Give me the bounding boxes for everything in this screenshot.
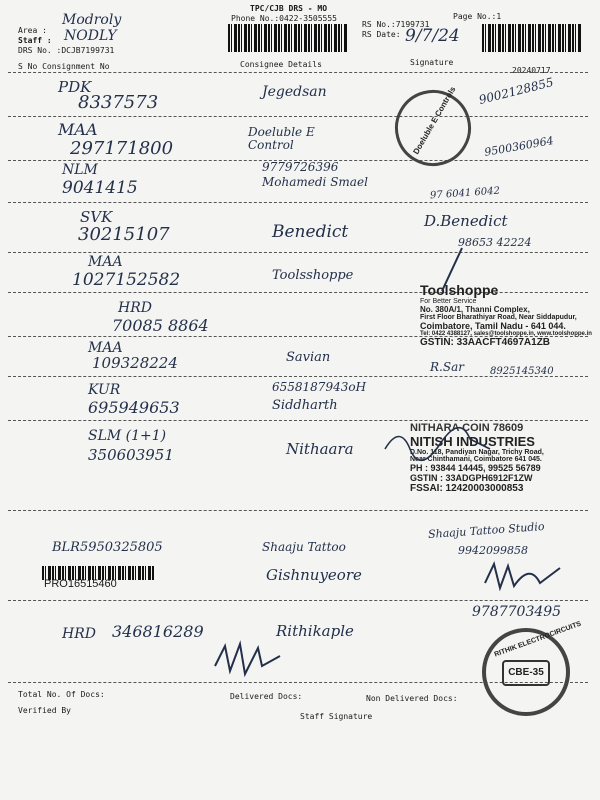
signature-scribble xyxy=(380,424,500,464)
rs-number: RS No.:7199731 xyxy=(362,20,430,29)
row-consignment-number: 70085 8864 xyxy=(112,316,209,335)
row-code: MAA xyxy=(88,254,123,270)
row-consignee-name: Toolsshoppe xyxy=(272,268,354,283)
header-divider xyxy=(8,72,588,73)
row-divider xyxy=(8,510,588,511)
column-signature: Signature xyxy=(410,58,454,67)
signature-scribble xyxy=(432,246,472,296)
row-code: KUR xyxy=(88,382,121,398)
row-signature: 9002128855 xyxy=(477,74,555,108)
delivered-docs-label: Delivered Docs: xyxy=(230,692,303,701)
row-divider xyxy=(8,420,588,421)
phone-number: Phone No.:0422-3505555 xyxy=(231,14,337,23)
row-consignee-name: Shaaju Tattoo xyxy=(262,540,346,554)
row-consignee-name: Benedict xyxy=(272,222,349,242)
verified-by-label: Verified By xyxy=(18,706,71,715)
page-number: Page No.:1 xyxy=(453,12,502,21)
rithik-electrocircuits-stamp: RITHIK ELECTROCIRCUITS CBE-35 xyxy=(482,628,570,716)
column-consignee: Consignee Details xyxy=(240,60,322,69)
column-sno-consignment: S No Consignment No xyxy=(18,62,110,71)
rs-date-value: 9/7/24 xyxy=(405,26,460,46)
row-consignment-number: 297171800 xyxy=(70,138,174,159)
row-code: MAA xyxy=(88,340,123,356)
total-docs-label: Total No. Of Docs: xyxy=(18,690,105,699)
row-code: NLM xyxy=(62,162,98,178)
row-divider xyxy=(8,376,588,377)
row-divider xyxy=(8,600,588,601)
row-signature-phone: 9942099858 xyxy=(458,544,528,557)
row-signature-phone: 98653 42224 xyxy=(458,236,532,249)
row-consignment-number: 1027152582 xyxy=(72,270,181,290)
row-consignee-name: Rithikaple xyxy=(276,622,354,640)
signature-scribble xyxy=(480,558,570,598)
row-consignee-phone: 6558187943oH xyxy=(272,380,367,394)
row-signature: Shaaju Tattoo Studio xyxy=(427,519,545,542)
row-consignment-number: 350603951 xyxy=(88,446,174,464)
row-consignment-number: 109328224 xyxy=(92,354,178,372)
header-barcode-right xyxy=(482,24,582,52)
row-signature: 9500360964 xyxy=(483,134,555,159)
staff-value: NODLY xyxy=(64,28,117,44)
area-value: Modroly xyxy=(62,12,122,28)
row-consignee-name: Siddharth xyxy=(272,398,338,413)
row-consignment-number: 695949653 xyxy=(88,398,180,417)
non-delivered-docs-label: Non Delivered Docs: xyxy=(366,694,458,703)
row-signature-phone: 8925145340 xyxy=(490,366,554,377)
row-code: HRD xyxy=(62,626,96,642)
row-code: SVK xyxy=(80,208,113,226)
parcel-barcode-label: PRO16515460 xyxy=(44,578,117,590)
row-consignment-number: 346816289 xyxy=(112,622,204,641)
area-label: Area : xyxy=(18,26,47,35)
column-date: 20240717 xyxy=(512,66,551,75)
row-consignee-name: Jegedsan xyxy=(262,84,327,100)
row-consignee-phone: 9779726396 xyxy=(262,160,339,174)
row-consignee-name: Gishnuyeore xyxy=(266,566,362,584)
row-consignment-number: 8337573 xyxy=(78,92,159,113)
row-code: PDK xyxy=(58,78,92,96)
staff-label: Staff : xyxy=(18,36,52,45)
row-signature-phone: 9787703495 xyxy=(472,604,562,620)
row-consignee-name: Nithaara xyxy=(286,440,354,458)
signature-scribble xyxy=(210,636,290,686)
row-consignee-name: Doeluble E Control xyxy=(248,125,315,152)
header-barcode-left xyxy=(228,24,348,52)
drs-number: DRS No. :DCJB7199731 xyxy=(18,46,115,55)
row-consignee-name: Savian xyxy=(286,350,331,365)
toolshoppe-stamp: Toolshoppe For Better Service No. 380A/1, Thanni Complex, First Floor Bharathiyar Road, Near Siddapudur, Coimbatore, Tamil Nadu - 641 044. Tel: 0422 4388127, sales@toolshoppe.in, www.toolshoppe.in GSTIN: 33AACFT4697A1ZB xyxy=(420,282,592,348)
row-divider xyxy=(8,116,588,117)
rs-date-label: RS Date: xyxy=(362,30,401,39)
row-signature: D.Benedict xyxy=(424,212,508,230)
rithik-stamp-center-box: CBE-35 xyxy=(502,660,550,686)
row-signature: R.Sar xyxy=(430,360,464,374)
row-code: HRD xyxy=(118,300,152,316)
row-divider xyxy=(8,202,588,203)
row-signature: 97 6041 6042 xyxy=(429,185,501,202)
row-code: MAA xyxy=(58,120,98,139)
row-divider xyxy=(8,252,588,253)
row-consignment-number: BLR5950325805 xyxy=(52,540,163,555)
nitish-industries-stamp: NITHARA COIN 78609 NITISH INDUSTRIES D.No. 118, Pandiyan Nagar, Trichy Road, Near Chinthamani, Coimbatore 641 045. PH : 93844 14445, 99525 56789 GSTIN : 33ADGPH6912F1ZW FSSAI: 12420003000853 xyxy=(410,422,544,494)
staff-signature-label: Staff Signature xyxy=(300,712,373,721)
row-consignee-name: Mohamedi Smael xyxy=(262,175,368,189)
row-code: SLM (1+1) xyxy=(88,428,167,444)
doc-title: TPC/CJB DRS - MO xyxy=(250,4,328,13)
round-company-stamp: Doeluble E Controls xyxy=(381,76,485,180)
row-consignment-number: 9041415 xyxy=(62,178,138,198)
row-consignment-number: 30215107 xyxy=(78,224,170,245)
